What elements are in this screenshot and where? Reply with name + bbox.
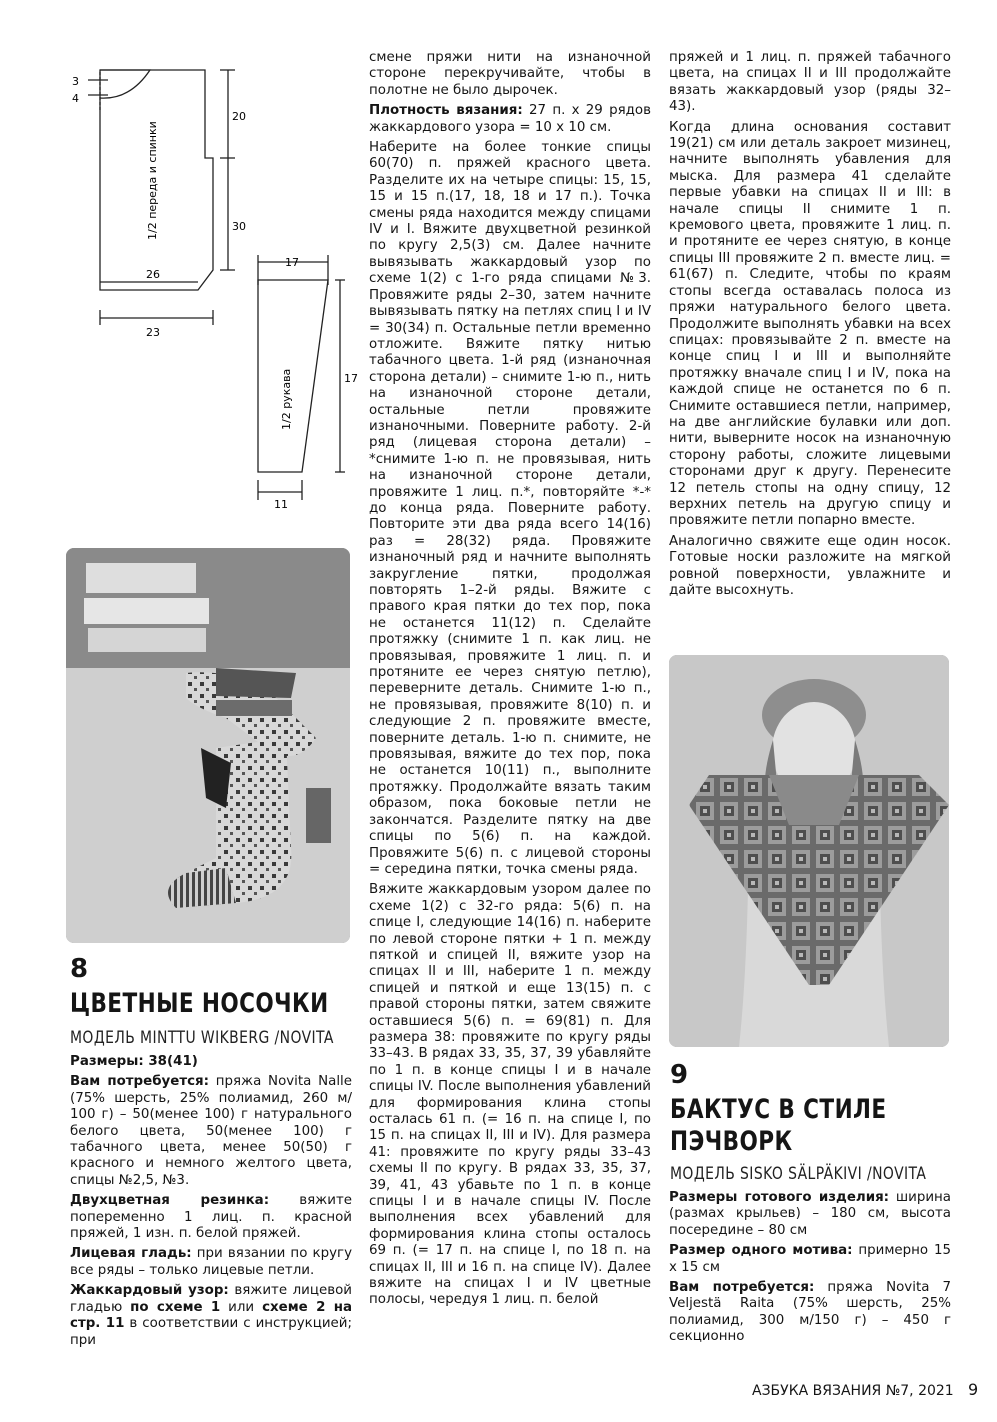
dim-20: 20 <box>232 110 246 123</box>
column-3 <box>669 50 951 603</box>
sizes-label: Размеры: 38(41) <box>70 1054 198 1069</box>
dim-23: 23 <box>146 326 160 339</box>
bactus-needs-text: пряжа Novita 7 Veljestä Raita (75% шерсть, 25% полиамид, 300 м/150 г) – 450 г секционно <box>669 1280 951 1345</box>
column-2: смене пряжи нити на изнаночной стороне перекручивайте, чтобы в полотне не было дырочек. Плотность вязания: 27 п. х 29 рядов жаккардового узора = 10 х 10 см. Наберите на более тонкие спицы 60(70) п. пряжей красного цвета. Разделите их на четыре спицы: 15, 15, 15 и 15 п.(17, 18, 18 и 17 п.). Точка смены ряда находится между спицами IV и I. Вяжите двухцветной резинкой по кругу 2,5(3) см. Далее начните вывязывать жаккардовый узор по схеме 1(2) с 1-го ряда спицами №3. Провяжите ряды 2–30, затем начните вывязывать пятку на петлях спиц I и IV = 30(34) п. Остальные петли временно отложите. Вяжите пятку нитью табачного цвета. 1-й ряд (изнаночная сторона детали) – снимите 1-ю п., нить на изнаночной стороне детали, остальные петли провяжите изнаночными. Поверните работу. 2-й ряд (лицевая сторона детали) – *снимите 1-ю п. не провязывая, нить на изнаночной стороне детали, провяжите 1 лиц. п.*, повторяйте *-* до конца ряда. Поверните работу. Повторите эти два ряда всего 14(16) раз = 28(32) ряда. Провяжите изнаночный ряд и начните выполнять закругление пятки, продолжая повторять 1–2-й ряды. Вяжите с правого края пятки до тех пор, пока не останется 11(12) п. Сделайте протяжку (снимите 1 п. как лиц. не провязывая, провяжите 1 лиц. п. и протяните ее через снятую петлю), переверните деталь. Снимите 1-ю п., не провязывая, провяжите 8(10) п. и следующие 2 п. провяжите вместе, поверните деталь. 1-ю п. снимите, не провязывая, вяжите до тех пор, пока не останется 10(11) п., выполните протяжку. Продолжайте вязать таким образом, пока боковые петли не закончатся. Разделите пятку на две спицы по 5(6) п. на каждой. Провяжите 5(6) п. с лицевой стороны = середина пятки, точка смены ряда. Вяжите жаккардовым узором далее по схеме 1(2) с 32-го ряда: 5(6) п. на спице I, следующие 14(16) п. наберите по левой стороне пятки + 1 п. между пяткой и спицей II, вяжите узор на спицах II и III, наберите 1 п. между спицей и пяткой и еще 13(15) п. с правой стороны пятки, затем свяжите оставшиеся 5(6) п. = 69(81) п. Для размера 38: провяжите по кругу ряды 33–43. В рядах 33, 35, 37, 39 убавляйте по 1 п. в конце спицы I и в начале спицы IV. После выполнения убавлений для формирования клина стопы осталась 61 п. (= 16 п. на спице I, по 15 п. на спицах II, III и IV). Для размера 41: провяжите по кругу ряды 33–43 схемы II по кругу. В рядах 33, 35, 37, 39, 41, 43 убавьте по 1 п. в конце спицы I и в начале спицы IV. После выполнения всех убавлений для формирования клина стопы осталось 69 п. (= 17 п. на спице I, по 18 п. на спицах II, III и 16 п. на спице IV). Далее вяжите на спицах I и IV цветные полосы, чередуя 1 лиц. п. белой <box>369 50 651 1308</box>
dim-30: 30 <box>232 220 246 233</box>
finished-size-text: ширина (размах крыльев) – 180 см, высота посередине – 80 см <box>669 1190 951 1238</box>
column-1: Размеры: 38(41) Вам потребуется: пряжа Novita Nalle (75% шерсть, 25% полиамид, 260 м/ 100 г) – 50(менее 100) г натурального белого цвета, 50(менее 100) г табачного цвета, менее 50(50) г красного и немного желтого цвета, спицы №2,5, №3. Двухцветная резинка: вяжите попеременно 1 лиц. п. красной пряжей, 1 изн. п. белой пряжей. Лицевая гладь: при вязании по кругу все ряды – только лицевые петли. Жаккардовый узор: вяжите лицевой гладью по схеме 1 или схеме 2 на стр. 11 в соответствии с инструкцией; при <box>70 1054 353 1348</box>
sleeve-outline <box>258 280 328 472</box>
dim-3: 3 <box>72 75 79 88</box>
section-number-9: 9 <box>670 1060 689 1090</box>
sleeve-label: 1/2 рукава <box>280 368 293 430</box>
rib-text: вяжите попеременно 1 лиц. п. красной пряжей, 1 изн. п. белой пряжей. <box>70 1193 352 1242</box>
col2-intro: смене пряжи нити на изнаночной стороне перекручивайте, чтобы в полотне не было дырочек. <box>369 50 651 98</box>
dim-17-top: 17 <box>285 256 299 269</box>
col3-paragraph-1: Когда длина основания составит 19(21) см или деталь закроет мизинец, начните выполнять убавления для мыска. Для размера 41 сделайте первые убавки на спицах II и III: в начале спицы II снимите 1 п. кремового цвета, провяжите 1 лиц. п. и протяните ее через снятую, в конце спицы III провяжите 2 п. вместе лиц. = 61(67) п. Следите, чтобы по краям стопы всегда оставалась полоса из пряжи натурального белого цвета. Продолжите выполнять убавки на всех спицах: провязывайте 2 п. вместе на конце спиц I и III и выполняйте протяжку вначале спиц I и IV, пока на каждой спице не останется по 6 п. Снимите оставшиеся петли, например, на две английские булавки или доп. нити, выверните носок на изнаночную сторону работы, сложите лицевыми сторонами друг к другу. Перенесите 12 петель стопы на одну спицу, 12 верхних петель на другую спицу и провяжите петли попарно вместе. <box>669 119 951 529</box>
scarf-photo <box>669 655 949 1047</box>
dim-11: 11 <box>274 498 288 511</box>
col2-paragraph-1: Наберите на более тонкие спицы 60(70) п. пряжей красного цвета. Разделите их на четыре спицы: 15, 15, 15 и 15 п.(17, 18, 18 и 17 п.). Точка смены ряда находится между спицами IV и I. Вяжите двухцветной резинкой по кругу 2,5(3) см. Далее начните вывязывать жаккардовый узор по схеме 1(2) с 1-го ряда спицами №3. Провяжите ряды 2–30, затем начните вывязывать пятку на петлях спиц I и IV = 30(34) п. Остальные петли временно отложите. Вяжите пятку нитью табачного цвета. 1-й ряд (изнаночная сторона детали) – снимите 1-ю п., нить на изнаночной стороне детали, остальные петли провяжите изнаночными. Поверните работу. 2-й ряд (лицевая сторона детали) – *снимите 1-ю п. не провязывая, нить на изнаночной стороне детали, провяжите 1 лиц. п.*, повторяйте *-* до конца ряда. Поверните работу. Повторите эти два ряда всего 14(16) раз = 28(32) ряда. Провяжите изнаночный ряд и начните выполнять закругление пятки, продолжая повторять 1–2-й ряды. Вяжите с правого края пятки до тех пор, пока не останется 11(12) п. Сделайте протяжку (снимите 1 п. как лиц. не провязывая, провяжите 1 лиц. п. и протяните ее через снятую петлю), переверните деталь. Снимите 1-ю п., не провязывая, провяжите 8(10) п. и следующие 2 п. провяжите вместе, поверните деталь. 1-ю п. снимите, не провязывая, вяжите до тех пор, пока не останется 10(11) п., выполните протяжку. Продолжайте вязать таким образом, пока боковые петли не закончатся. Разделите пятку на две спицы по 5(6) п. на каждой. Провяжите 5(6) п. с лицевой стороны = середина пятки, точка смены ряда. <box>369 140 651 877</box>
page-number: 9 <box>968 1380 979 1399</box>
density-text: 27 п. х 29 рядов жаккардового узора = 10 х 10 см. <box>369 103 651 135</box>
motif-size-text: примерно 15 х 15 см <box>669 1243 951 1275</box>
needs-text: пряжа Novita Nalle (75% шерсть, 25% полиамид, 260 м/ 100 г) – 50(менее 100) г натурального белого цвета, 50(менее 100) г табачного цвета, менее 50(50) г красного и немного желтого цвета, спицы №2,5, №3. <box>70 1074 352 1188</box>
dim-4: 4 <box>72 92 79 105</box>
col3-paragraph-2: Аналогично свяжите еще один носок. Готовые носки разложите на мягкой ровной поверхности, увлажните и дайте высохнуть. <box>669 533 951 598</box>
section-number-8: 8 <box>70 954 89 984</box>
model-bactus: МОДЕЛЬ SISKO SÄLPÄKIVI /NOVITA <box>670 1164 927 1184</box>
title-bactus-line1: БАКТУС В СТИЛЕ <box>670 1094 887 1125</box>
column-3-lower: Размеры готового изделия: ширина (размах крыльев) – 180 см, высота посередине – 80 см Размер одного мотива: примерно 15 х 15 см Вам потребуется: пряжа Novita 7 Veljestä Raita (75% шерсть, 25% полиамид, 300 м/150 г) – 450 г секционно <box>669 1190 951 1345</box>
model-socks: МОДЕЛЬ MINTTU WIKBERG /NOVITA <box>70 1028 334 1048</box>
col3-intro: пряжей и 1 лиц. п. пряжей табачного цвета, на спицах II и III продолжайте вязать жаккардовый узор (ряды 32–43). <box>669 50 951 115</box>
col2-paragraph-2: Вяжите жаккардовым узором далее по схеме 1(2) с 32-го ряда: 5(6) п. на спице I, следующие 14(16) п. наберите по левой стороне пятки + 1 п. между пяткой и спицей II, вяжите узор на спицах II и III, наберите 1 п. между спицей и пяткой и еще 13(15) п. с правой стороны пятки, затем свяжите оставшиеся 5(6) п. = 69(81) п. Для размера 38: провяжите по кругу ряды 33–43. В рядах 33, 35, 37, 39 убавляйте по 1 п. в конце спицы I и в начале спицы IV. После выполнения убавлений для формирования клина стопы осталась 61 п. (= 16 п. на спице I, по 15 п. на спицах II, III и IV). Для размера 41: провяжите по кругу ряды 33–43 схемы II по кругу. В рядах 33, 35, 37, 39, 41, 43 убавьте по 1 п. в конце спицы I и в начале спицы IV. После выполнения всех убавлений для формирования клина стопы осталось 69 п. (= 17 п. на спице I, по 18 п. на спицах II, III и 16 п. на спице IV). Далее вяжите на спицах I и IV цветные полосы, чередуя 1 лиц. п. белой <box>369 882 651 1308</box>
body-label: 1/2 переда и спинки <box>146 121 159 240</box>
magazine-footer: АЗБУКА ВЯЗАНИЯ №7, 2021 <box>752 1383 954 1399</box>
title-socks: ЦВЕТНЫЕ НОСОЧКИ <box>70 988 329 1019</box>
dim-17-side: 17 <box>344 372 358 385</box>
dim-26: 26 <box>146 268 160 281</box>
neckline-curve <box>100 70 150 98</box>
stockinette-text: при вязании по кругу все ряды – только лицевые петли. <box>70 1246 352 1278</box>
socks-photo <box>66 548 350 943</box>
title-bactus-line2: ПЭЧВОРК <box>670 1126 793 1157</box>
pattern-diagram <box>60 40 420 560</box>
